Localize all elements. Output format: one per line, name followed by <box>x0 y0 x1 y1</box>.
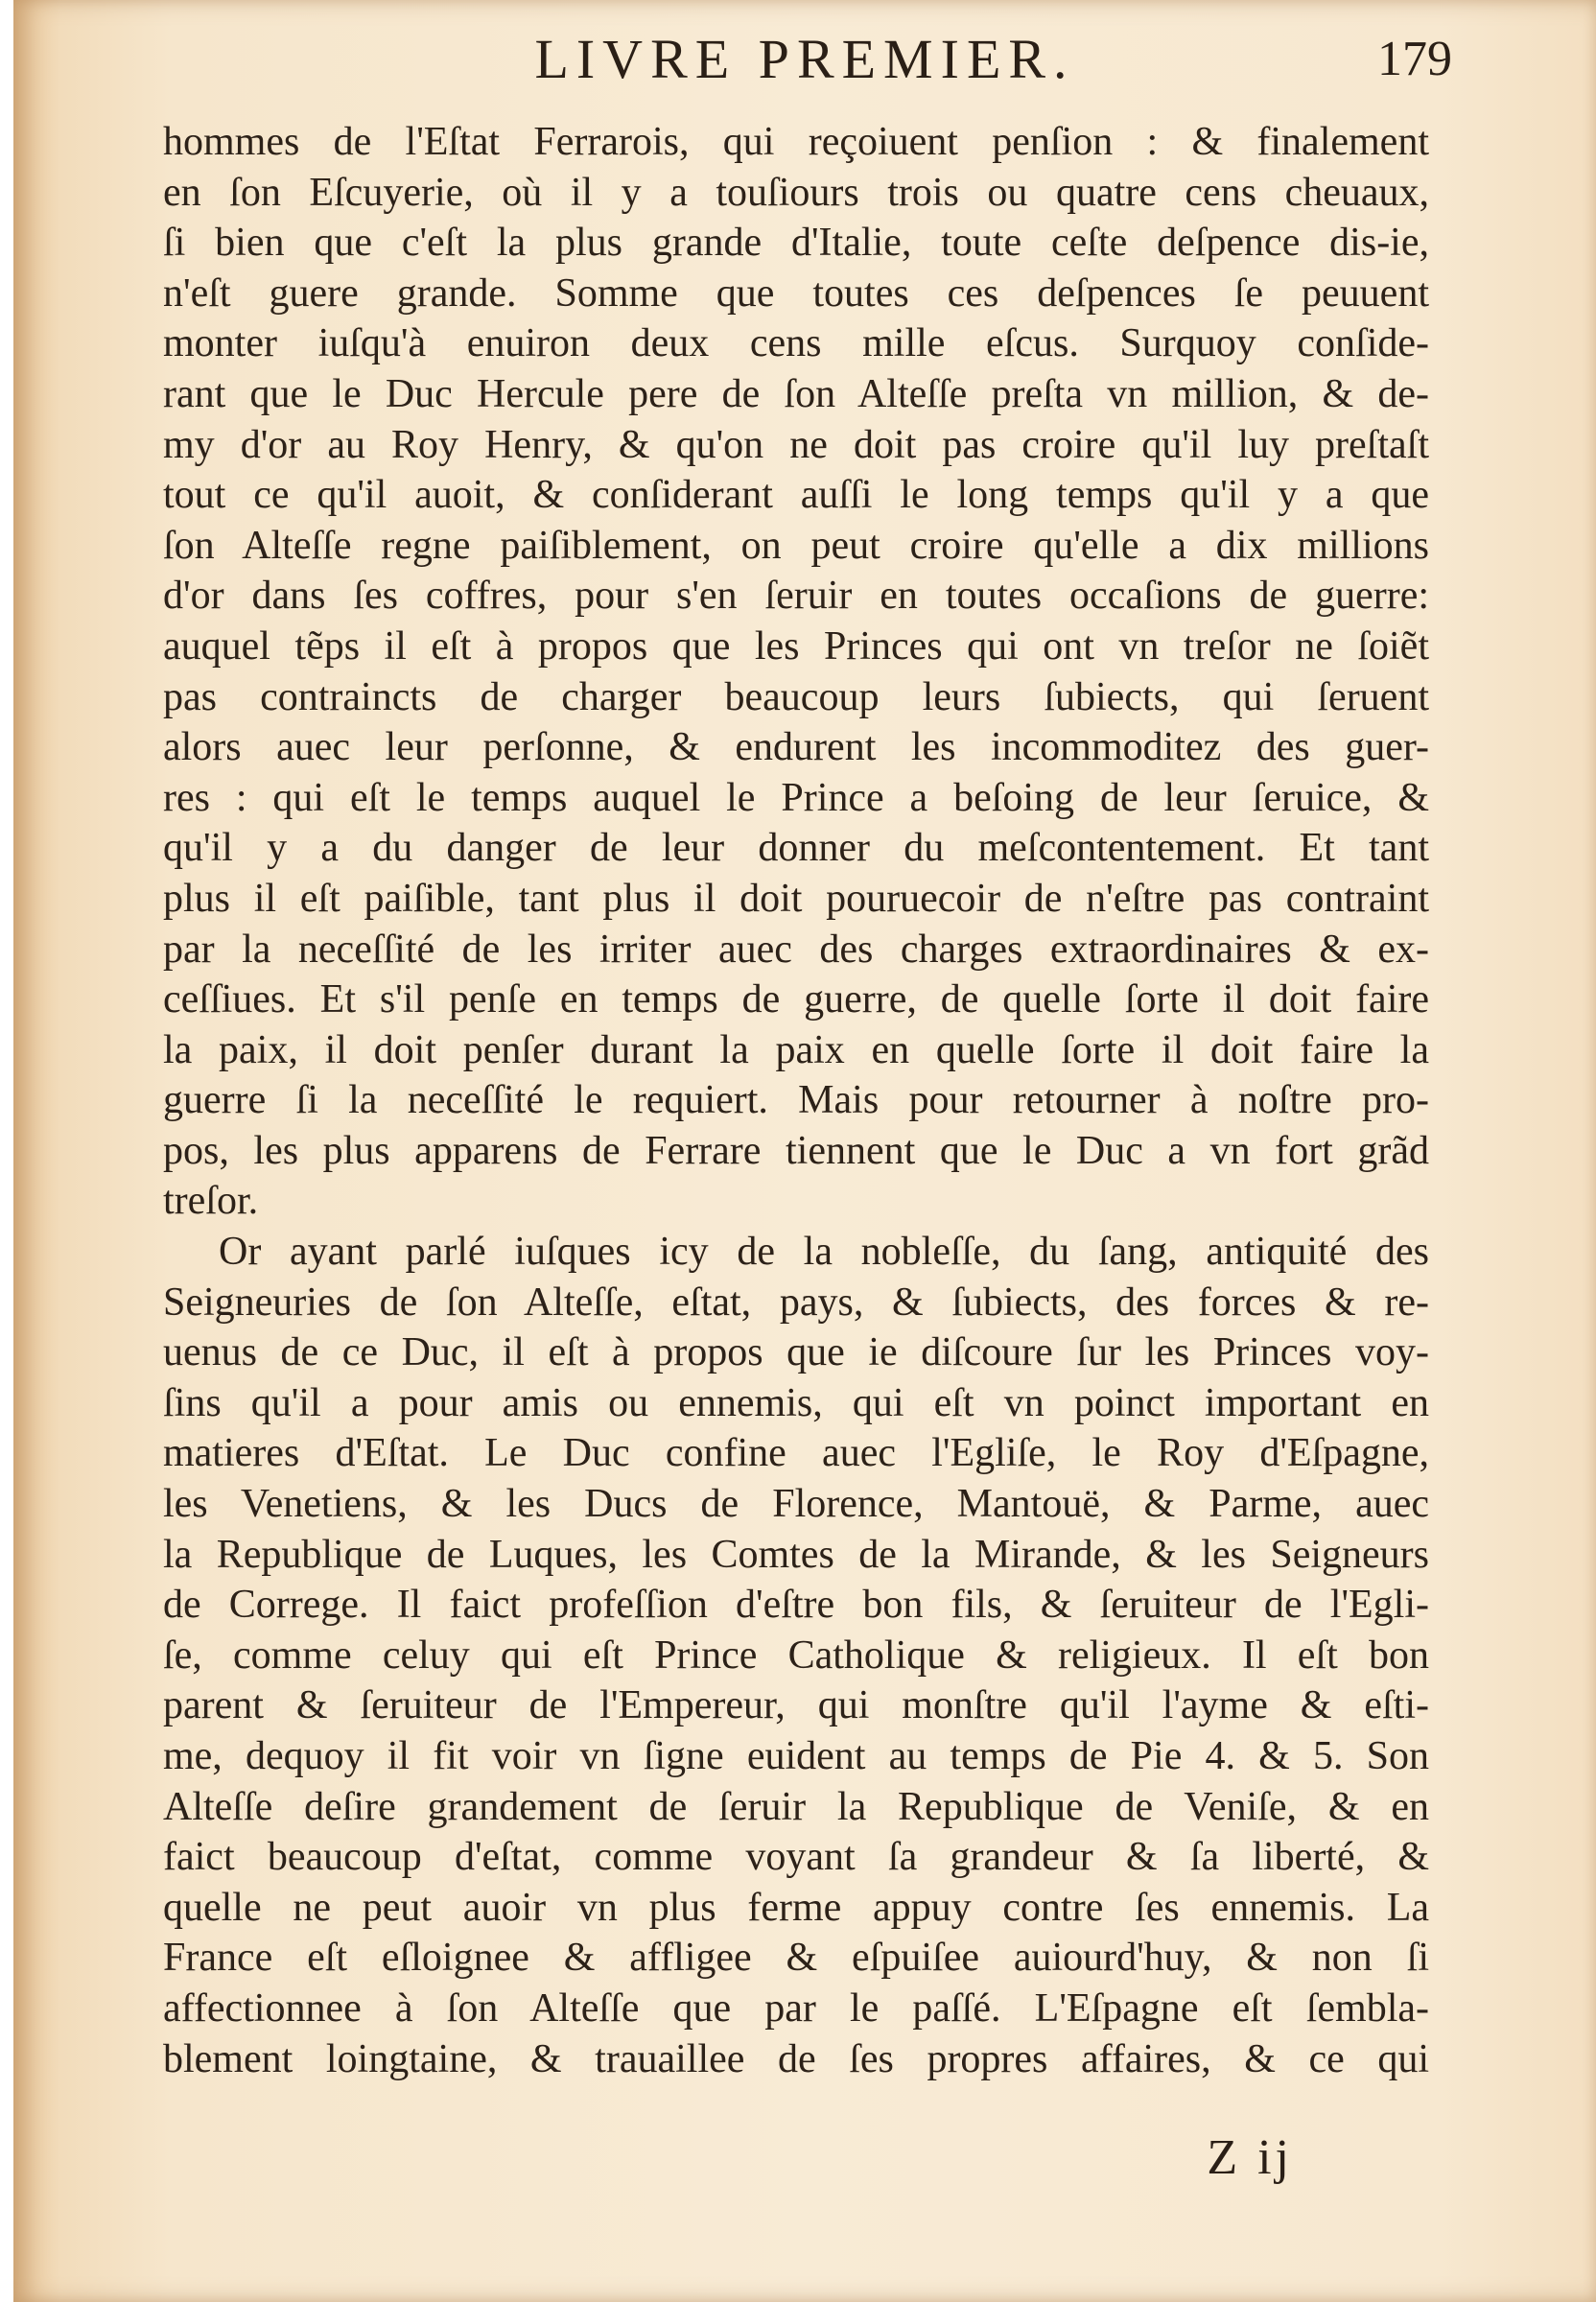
text-line: plus il eſt paiſible, tant plus il doit pouruecoir de n'eſtre pas contraint <box>163 876 1429 921</box>
text-line: my d'or au Roy Henry, & qu'on ne doit pas croire qu'il luy preſtaſt <box>163 422 1429 467</box>
text-line: ceſſiues. Et s'il penſe en temps de guerre, de quelle ſorte il doit faire <box>163 977 1429 1022</box>
text-line: Or ayant parlé iuſques icy de la nobleſſe, du ſang, antiquité des <box>219 1230 1429 1275</box>
text-line: n'eſt guere grande. Somme que toutes ces deſpences ſe peuuent <box>163 270 1429 316</box>
text-line: quelle ne peut auoir vn plus ferme appuy contre ſes ennemis. La <box>163 1885 1429 1930</box>
text-line: treſor. <box>163 1179 259 1224</box>
text-line: pos, les plus apparens de Ferrare tiennent que le Duc a vn fort grãd <box>163 1128 1429 1173</box>
text-line: tout ce qu'il auoit, & conſiderant auſſi le long temps qu'il y a que <box>163 473 1429 518</box>
text-line: faict beaucoup d'eſtat, comme voyant ſa grandeur & ſa liberté, & <box>163 1835 1429 1880</box>
text-line: alors auec leur perſonne, & endurent les incommoditez des guer- <box>163 725 1429 770</box>
text-line: ſins qu'il a pour amis ou ennemis, qui eſt vn poinct important en <box>163 1380 1429 1425</box>
text-line: rant que le Duc Hercule pere de ſon Alteſſe preſta vn million, & de- <box>163 371 1429 416</box>
text-line: ſi bien que c'eſt la plus grande d'Italie, toute ceſte deſpence dis-ie, <box>163 221 1429 266</box>
text-line: res : qui eſt le temps auquel le Prince a beſoing de leur ſeruice, & <box>163 775 1429 820</box>
text-line: matieres d'Eſtat. Le Duc confine auec l'Egliſe, le Roy d'Eſpagne, <box>163 1431 1429 1476</box>
text-line: me, dequoy il fit voir vn ſigne euident au temps de Pie 4. & 5. Son <box>163 1734 1429 1778</box>
text-line: pas contraincts de charger beaucoup leurs ſubiects, qui ſeruent <box>163 674 1429 719</box>
text-line: France eſt eſloignee & affligee & eſpuiſee auiourd'huy, & non ſi <box>163 1936 1429 1981</box>
text-line: guerre ſi la neceſſité le requiert. Mais pour retourner à noſtre pro- <box>163 1078 1429 1123</box>
book-page <box>13 0 1596 2302</box>
text-line: la paix, il doit penſer durant la paix en quelle ſorte il doit faire la <box>163 1027 1429 1072</box>
text-line: uenus de ce Duc, il eſt à propos que ie diſcoure ſur les Princes voy- <box>163 1330 1429 1375</box>
text-line: Seigneuries de ſon Alteſſe, eſtat, pays, & ſubiects, des forces & re- <box>163 1280 1429 1325</box>
text-line: affectionnee à ſon Alteſſe que par le paſſé. L'Eſpagne eſt ſembla- <box>163 1985 1429 2031</box>
text-line: monter iuſqu'à enuiron deux cens mille eſcus. Surquoy conſide- <box>163 321 1429 366</box>
text-line: la Republique de Luques, les Comtes de la Mirande, & les Seigneurs <box>163 1532 1429 1577</box>
body-text <box>163 117 1429 2084</box>
text-line: qu'il y a du danger de leur donner du meſcontentement. Et tant <box>163 826 1429 871</box>
text-line: auquel tẽps il eſt à propos que les Princes qui ont vn treſor ne ſoiẽt <box>163 623 1429 669</box>
running-head: LIVRE PREMIER. <box>534 28 1075 90</box>
text-line: par la neceſſité de les irriter auec des charges extraordinaires & ex- <box>163 927 1429 972</box>
text-line: blement loingtaine, & trauaillee de ſes propres affaires, & ce qui <box>163 2036 1429 2081</box>
text-line: ſon Alteſſe regne paiſiblement, on peut croire qu'elle a dix millions <box>163 523 1429 568</box>
text-line: de Correge. Il faict profeſſion d'eſtre bon fils, & ſeruiteur de l'Egli- <box>163 1583 1429 1628</box>
text-line: Alteſſe deſire grandement de ſeruir la Republique de Veniſe, & en <box>163 1784 1429 1829</box>
text-line: d'or dans ſes coffres, pour s'en ſeruir en toutes occaſions de guerre: <box>163 574 1429 619</box>
text-line: en ſon Eſcuyerie, où il y a touſiours trois ou quatre cens cheuaux, <box>163 170 1429 215</box>
text-line: parent & ſeruiteur de l'Empereur, qui monſtre qu'il l'ayme & eſti- <box>163 1683 1429 1728</box>
page-header <box>13 27 1596 104</box>
text-line: les Venetiens, & les Ducs de Florence, Mantouë, & Parme, auec <box>163 1482 1429 1527</box>
text-line: ſe, comme celuy qui eſt Prince Catholique & religieux. Il eſt bon <box>163 1633 1429 1678</box>
text-line: hommes de l'Eſtat Ferrarois, qui reçoiuent penſion : & finalement <box>163 120 1429 164</box>
page-number: 179 <box>1377 32 1452 86</box>
signature-mark: Z ij <box>1207 2130 1293 2185</box>
